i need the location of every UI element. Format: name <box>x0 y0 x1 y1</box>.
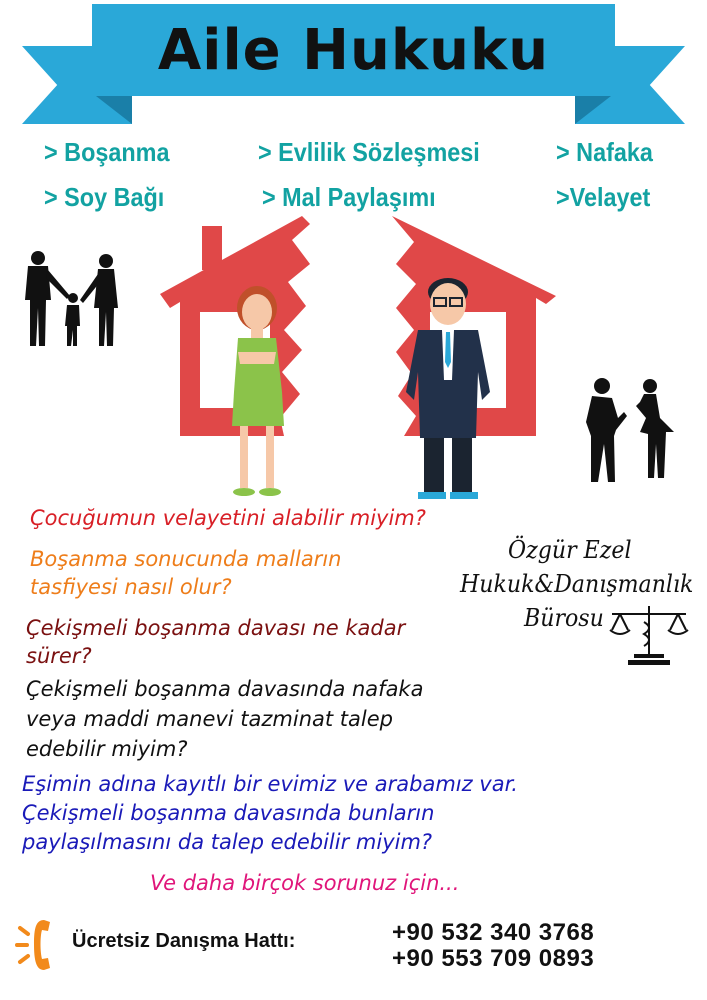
question-line: Çekişmeli boşanma davasında nafaka <box>26 677 424 701</box>
question-ev-araba <box>22 770 518 857</box>
question-line: Boşanma sonucunda malların <box>30 547 342 571</box>
question-line: tasfiyesi nasıl olur? <box>30 575 232 599</box>
arguing-couple-silhouette-icon <box>578 374 688 486</box>
topic-evlilik-sozlesmesi: > Evlilik Sözleşmesi <box>258 137 480 167</box>
page-title: Aile Hukuku <box>157 17 550 83</box>
firm-name-line-3: Bürosu <box>524 604 604 632</box>
phone-number-2[interactable]: +90 553 709 0893 <box>392 945 595 972</box>
family-silhouette-icon <box>20 248 124 350</box>
title-banner <box>0 0 707 130</box>
question-line: veya maddi manevi tazminat talep <box>26 707 393 731</box>
question-dava-suresi <box>26 614 405 670</box>
firm-name-line-2: Hukuk&Danışmanlık <box>460 570 694 598</box>
question-line: sürer? <box>26 644 92 668</box>
question-mal-tasfiyesi <box>30 545 341 601</box>
topic-bosanma: > Boşanma <box>44 137 170 167</box>
question-line: Ve daha birçok sorunuz için... <box>150 871 460 895</box>
topic-nafaka: > Nafaka <box>556 137 653 167</box>
phone-number-1[interactable]: +90 532 340 3768 <box>392 919 595 946</box>
topic-velayet: >Velayet <box>556 182 651 212</box>
question-line: paylaşılmasını da talep edebilir miyim? <box>22 830 433 854</box>
question-line: Çocuğumun velayetini alabilir miyim? <box>30 506 426 530</box>
closing-note <box>150 869 459 897</box>
phone-icon <box>14 914 68 976</box>
question-velayet <box>30 504 426 532</box>
topic-mal-paylasimi: > Mal Paylaşımı <box>262 182 436 212</box>
firm-name-line-1: Özgür Ezel <box>508 536 632 564</box>
question-line: Çekişmeli boşanma davasında bunların <box>22 801 435 825</box>
question-line: Çekişmeli boşanma davası ne kadar <box>26 616 406 640</box>
banner-body <box>92 4 615 96</box>
topic-soy-bagi: > Soy Bağı <box>44 182 165 212</box>
hotline-label: Ücretsiz Danışma Hattı: <box>72 930 296 952</box>
question-nafaka-tazminat <box>26 674 423 764</box>
question-line: edebilir miyim? <box>26 737 188 761</box>
broken-house-couple-illustration <box>160 212 560 504</box>
scales-of-justice-icon <box>606 602 692 666</box>
question-line: Eşimin adına kayıtlı bir evimiz ve arabamız var. <box>22 772 518 796</box>
